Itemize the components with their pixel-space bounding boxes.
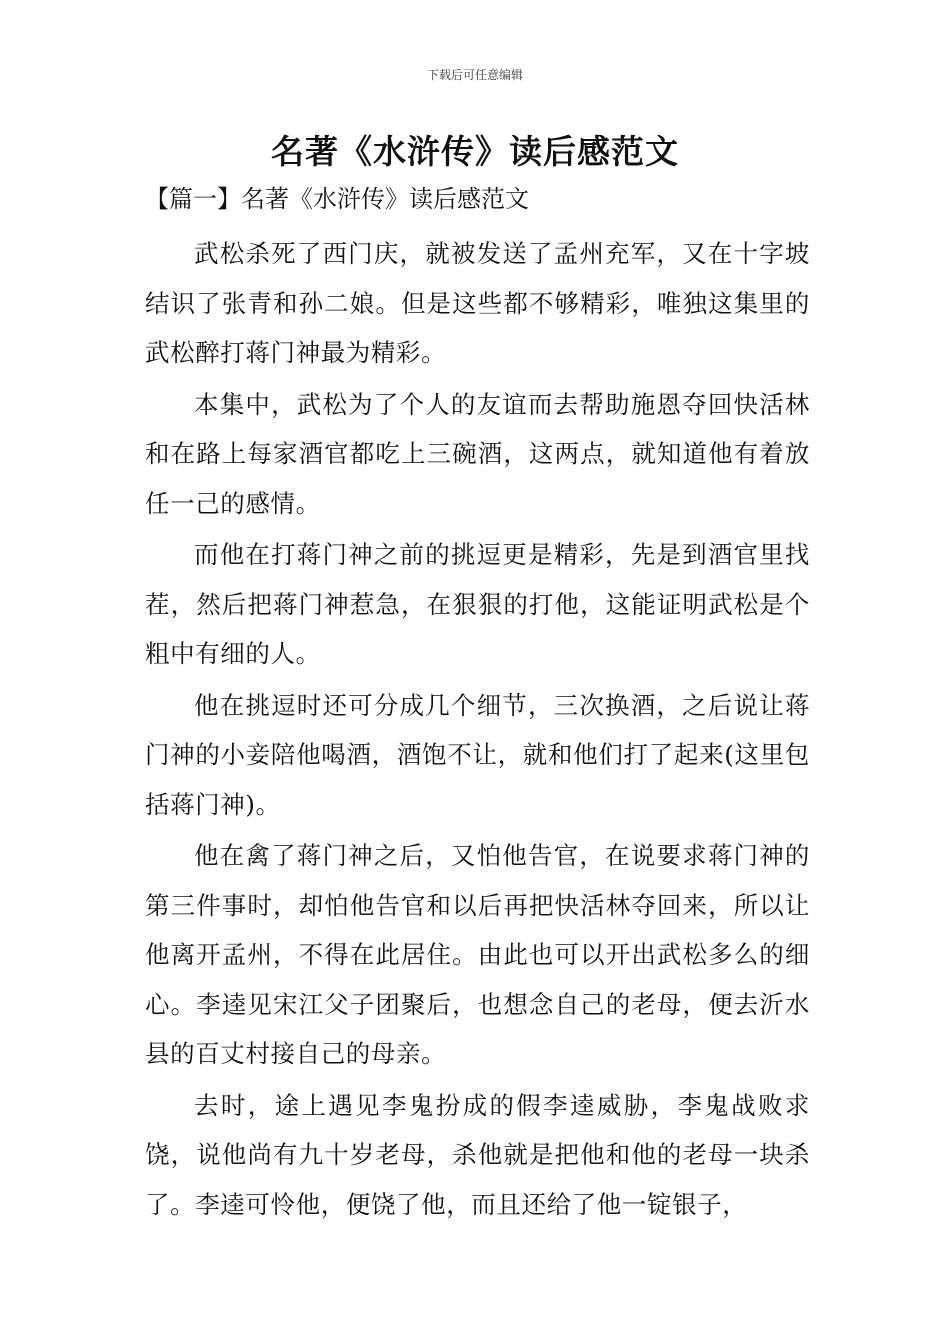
paragraph: 本集中，武松为了个人的友谊而去帮助施恩夺回快活林和在路上每家酒官都吃上三碗酒，这两点，就知道他有着放任一己的感情。 bbox=[145, 389, 810, 518]
section-heading: 【篇一】名著《水浒传》读后感范文 bbox=[145, 185, 529, 213]
header-note: 下载后可任意编辑 bbox=[426, 68, 523, 82]
page-title: 名著《水浒传》读后感范文 bbox=[271, 132, 679, 171]
paragraph: 他在挑逗时还可分成几个细节，三次换酒，之后说让蒋门神的小妾陪他喝酒，酒饱不让，就和他们打了起来(这里包括蒋门神)。 bbox=[145, 690, 810, 819]
paragraph: 他在禽了蒋门神之后，又怕他告官，在说要求蒋门神的第三件事时，却怕他告官和以后再把快活林夺回来，所以让他离开孟州，不得在此居住。由此也可以开出武松多么的细心。李逵见宋江父子团聚后，也想念自己的老母，便去沂水县的百丈村接自己的母亲。 bbox=[145, 841, 810, 1068]
paragraph: 而他在打蒋门神之前的挑逗更是精彩，先是到酒官里找茬，然后把蒋门神惹急，在狠狠的打他，这能证明武松是个粗中有细的人。 bbox=[145, 540, 810, 668]
article-body bbox=[145, 229, 810, 1231]
paragraph: 去时，途上遇见李鬼扮成的假李逵威胁，李鬼战败求饶，说他尚有九十岁老母，杀他就是把他和他的老母一块杀了。李逵可怜他，便饶了他，而且还给了他一锭银子， bbox=[145, 1090, 810, 1219]
paragraph: 武松杀死了西门庆，就被发送了孟州充军，又在十字坡结识了张青和孙二娘。但是这些都不够精彩，唯独这集里的武松醉打蒋门神最为精彩。 bbox=[145, 239, 810, 367]
